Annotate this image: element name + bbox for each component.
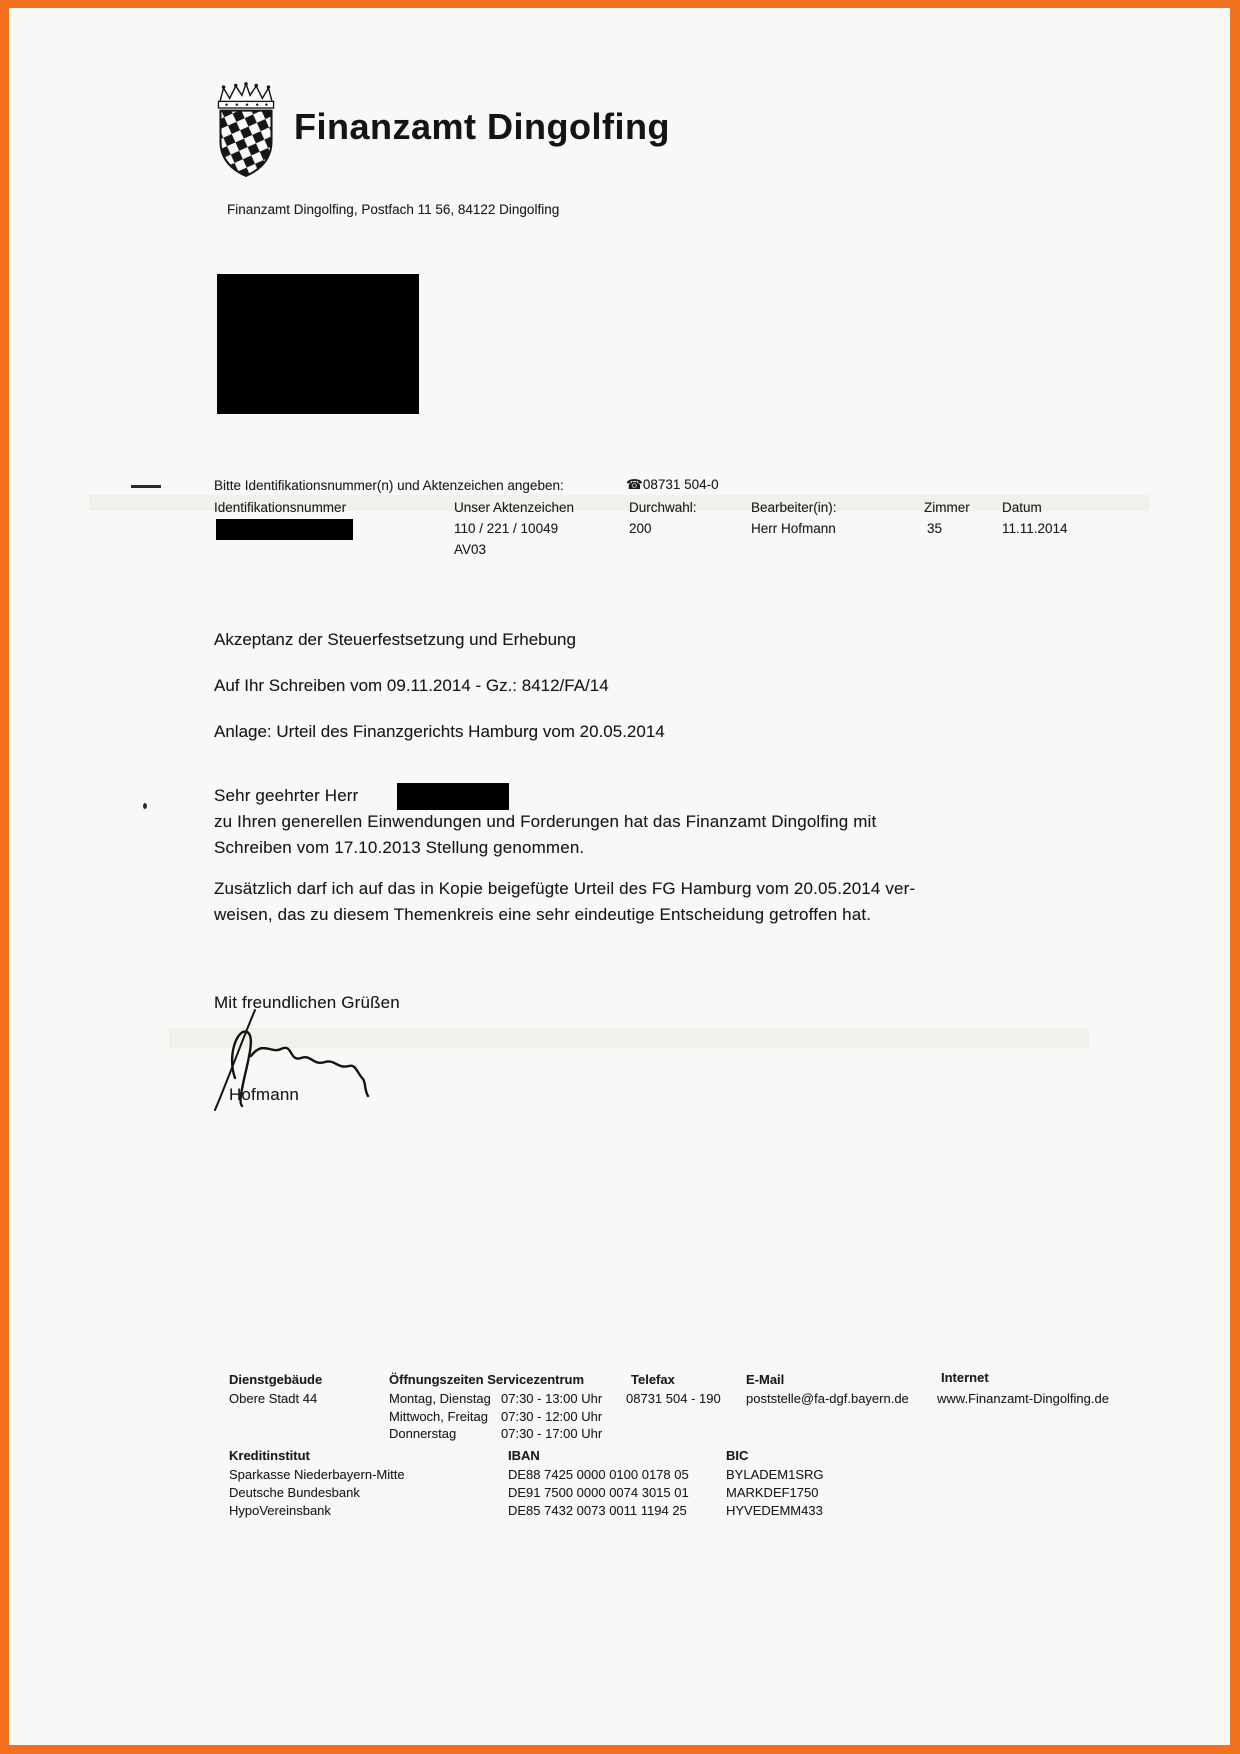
ref-phone: 08731 504-0 [642, 477, 719, 492]
bank-row-bic: HYVEDEMM433 [726, 1503, 823, 1518]
footer-label-internet: Internet [941, 1370, 989, 1385]
footer-value-dienstgebaeude: Obere Stadt 44 [229, 1391, 318, 1406]
signer-name: Hofmann [229, 1085, 300, 1104]
subject-line: Akzeptanz der Steuerfestsetzung und Erhebung [214, 630, 576, 649]
hours-days: Mittwoch, Freitag [389, 1409, 488, 1424]
ref-note: Bitte Identifikationsnummer(n) und Aktenzeichen angeben: [214, 478, 564, 493]
footer-value-internet: www.Finanzamt-Dingolfing.de [937, 1391, 1109, 1406]
bank-row-bic: MARKDEF1750 [726, 1485, 819, 1500]
scan-speck [143, 803, 147, 809]
hours-time: 07:30 - 13:00 Uhr [501, 1391, 603, 1406]
bank-row-institution: Sparkasse Niederbayern-Mitte [229, 1467, 405, 1482]
letter-paper [9, 8, 1230, 1745]
footer-label-email: E-Mail [746, 1372, 785, 1387]
hours-time: 07:30 - 17:00 Uhr [501, 1426, 603, 1441]
fold-mark [131, 485, 161, 488]
hours-days: Donnerstag [389, 1426, 457, 1441]
ref-value-aktenzeichen2: AV03 [454, 542, 487, 557]
closing: Mit freundlichen Grüßen [214, 993, 400, 1012]
page-title: Finanzamt Dingolfing [294, 106, 670, 147]
ref-label-bearbeiter: Bearbeiter(in): [751, 500, 837, 515]
return-address: Finanzamt Dingolfing, Postfach 11 56, 84122 Dingolfing [227, 202, 560, 217]
bank-row-iban: DE85 7432 0073 0011 1194 25 [508, 1503, 687, 1518]
bavaria-coat-of-arms-icon [213, 82, 279, 180]
ref-value-datum: 11.11.2014 [1002, 521, 1068, 536]
ref-label-durchwahl: Durchwahl: [629, 500, 697, 515]
footer-value-telefax: 08731 504 - 190 [626, 1391, 721, 1406]
hours-time: 07:30 - 12:00 Uhr [501, 1409, 603, 1424]
ref-value-zimmer: 35 [927, 521, 943, 536]
hours-days: Montag, Dienstag [389, 1391, 491, 1406]
redacted-recipient-name [397, 783, 509, 810]
bank-col-bic: BIC [726, 1448, 749, 1463]
footer-value-email: poststelle@fa-dgf.bayern.de [746, 1391, 909, 1406]
body-line: Zusätzlich darf ich auf das in Kopie beigefügte Urteil des FG Hamburg vom 20.05.2014 ver- [214, 879, 916, 898]
bank-col-institution: Kreditinstitut [229, 1448, 310, 1463]
bank-row-iban: DE91 7500 0000 0074 3015 01 [508, 1485, 689, 1500]
bank-row-bic: BYLADEM1SRG [726, 1467, 824, 1482]
enclosure-line: Anlage: Urteil des Finanzgerichts Hamburg vom 20.05.2014 [214, 722, 665, 741]
ref-label-aktenzeichen: Unser Aktenzeichen [454, 500, 575, 515]
bank-row-iban: DE88 7425 0000 0100 0178 05 [508, 1467, 689, 1482]
footer-label-telefax: Telefax [631, 1372, 675, 1387]
ref-label-identifikationsnummer: Identifikationsnummer [214, 500, 347, 515]
ref-value-bearbeiter: Herr Hofmann [751, 521, 836, 536]
footer-label-oeffnungszeiten: Öffnungszeiten Servicezentrum [389, 1372, 585, 1387]
bank-row-institution: Deutsche Bundesbank [229, 1485, 360, 1500]
bank-row-institution: HypoVereinsbank [229, 1503, 331, 1518]
ref-value-durchwahl: 200 [629, 521, 652, 536]
body-line: Schreiben vom 17.10.2013 Stellung genommen. [214, 838, 585, 857]
body-line: zu Ihren generellen Einwendungen und Forderungen hat das Finanzamt Dingolfing mit [214, 812, 877, 831]
ref-value-aktenzeichen: 110 / 221 / 10049 [454, 521, 559, 536]
body-line: weisen, das zu diesem Themenkreis eine sehr eindeutige Entscheidung getroffen hat. [214, 905, 872, 924]
telephone-icon: ☎ [626, 477, 643, 492]
redacted-identification-number [216, 519, 353, 540]
reference-to-letter-line: Auf Ihr Schreiben vom 09.11.2014 - Gz.: 8412/FA/14 [214, 676, 609, 695]
ref-label-zimmer: Zimmer [924, 500, 970, 515]
footer-label-dienstgebaeude: Dienstgebäude [229, 1372, 323, 1387]
redacted-recipient-address-block [217, 274, 419, 414]
ref-label-datum: Datum [1002, 500, 1042, 515]
salutation: Sehr geehrter Herr [214, 786, 359, 805]
bank-col-iban: IBAN [508, 1448, 540, 1463]
